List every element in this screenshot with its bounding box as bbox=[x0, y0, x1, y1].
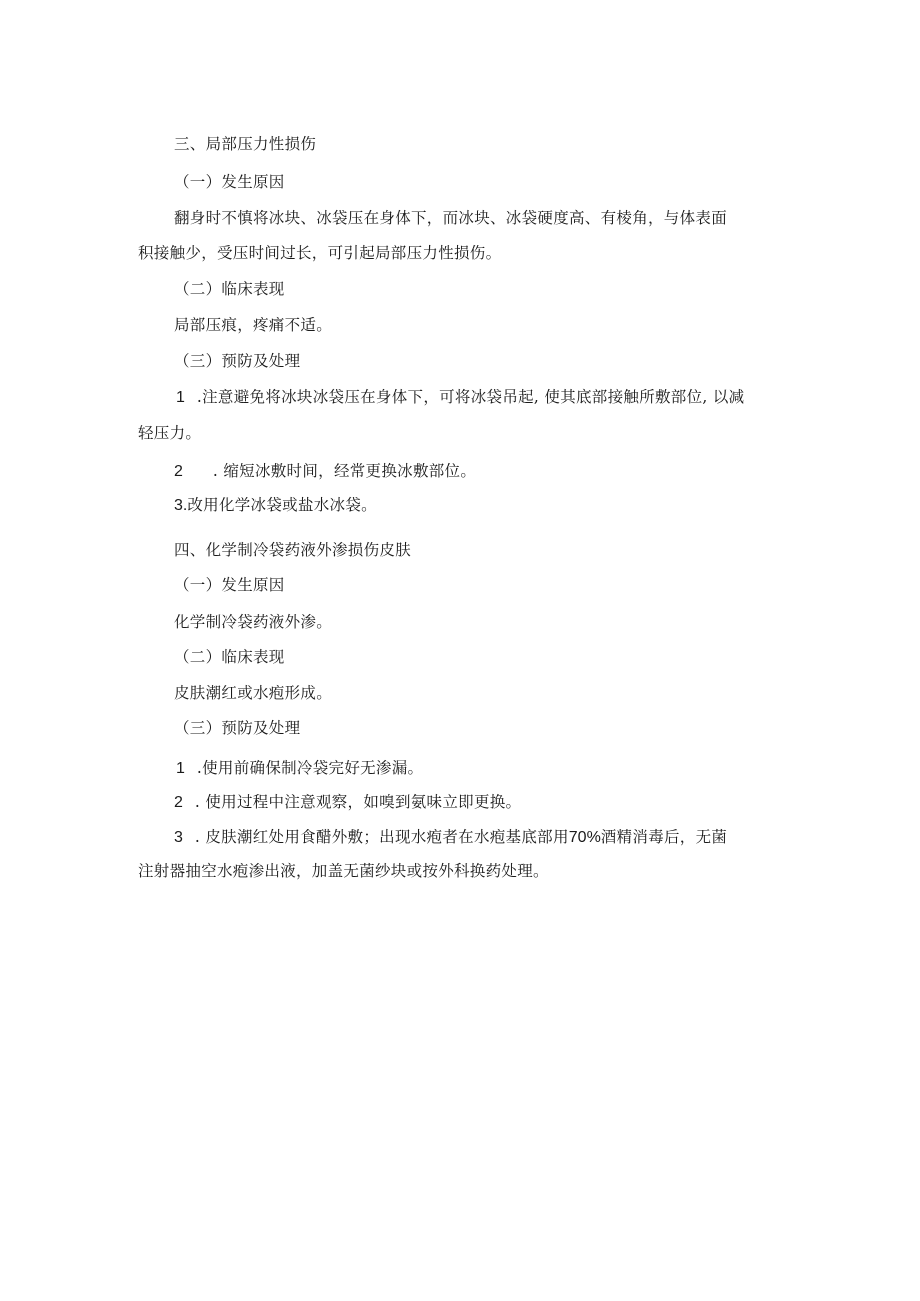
section4-clinical-heading: （二）临床表现 bbox=[174, 648, 285, 666]
section3-item1-line1 bbox=[176, 386, 744, 409]
section3-clinical-text: 局部压痕，疼痛不适。 bbox=[174, 316, 333, 334]
section3-cause-heading: （一）发生原因 bbox=[174, 173, 285, 191]
section3-prevention-heading: （三）预防及处理 bbox=[174, 352, 301, 370]
item-text: 改用化学冰袋或盐水冰袋。 bbox=[187, 496, 377, 514]
percent-value: 70% bbox=[568, 829, 601, 846]
section4-item3-line1 bbox=[174, 826, 727, 849]
section4-item1 bbox=[176, 757, 423, 780]
section3-item2 bbox=[174, 460, 476, 483]
item-number: 1 bbox=[176, 389, 185, 406]
section3-clinical-heading: （二）临床表现 bbox=[174, 280, 285, 298]
item-number: 1 bbox=[176, 760, 185, 777]
section3-heading: 三、局部压力性损伤 bbox=[174, 135, 317, 153]
section4-item2 bbox=[174, 791, 521, 814]
item-number: 3 bbox=[174, 829, 183, 846]
section3-cause-line1: 翻身时不慎将冰块、冰袋压在身体下，而冰块、冰袋硬度高、有棱角，与体表面 bbox=[174, 209, 728, 227]
item-text: 酒精消毒后，无菌 bbox=[600, 828, 728, 846]
item-text: .注意避免将冰块冰袋压在身体下，可将冰袋吊起, 使其底部接触所敷部位, 以减 bbox=[196, 388, 745, 406]
section4-cause-text: 化学制冷袋药液外渗。 bbox=[174, 613, 333, 631]
item-number: 2 bbox=[174, 463, 183, 480]
item-number: 3. bbox=[174, 497, 188, 514]
section4-cause-heading: （一）发生原因 bbox=[174, 576, 285, 594]
section4-prevention-heading: （三）预防及处理 bbox=[174, 719, 301, 737]
section3-item1-line2: 轻压力。 bbox=[138, 424, 202, 442]
section4-item3-line2: 注射器抽空水疱渗出液，加盖无菌纱块或按外科换药处理。 bbox=[138, 862, 549, 880]
section3-item3 bbox=[174, 494, 377, 517]
item-text: . 使用过程中注意观察，如嗅到氨味立即更换。 bbox=[194, 793, 522, 811]
section4-clinical-text: 皮肤潮红或水疱形成。 bbox=[174, 684, 333, 702]
item-number: 2 bbox=[174, 794, 183, 811]
item-text: .使用前确保制冷袋完好无渗漏。 bbox=[196, 759, 424, 777]
item-text: . 皮肤潮红处用食醋外敷；出现水疱者在水疱基底部用 bbox=[194, 828, 569, 846]
section3-cause-line2: 积接触少，受压时间过长，可引起局部压力性损伤。 bbox=[138, 244, 502, 262]
item-text: . 缩短冰敷时间，经常更换冰敷部位。 bbox=[212, 462, 477, 480]
section4-heading: 四、化学制冷袋药液外渗损伤皮肤 bbox=[174, 541, 412, 559]
